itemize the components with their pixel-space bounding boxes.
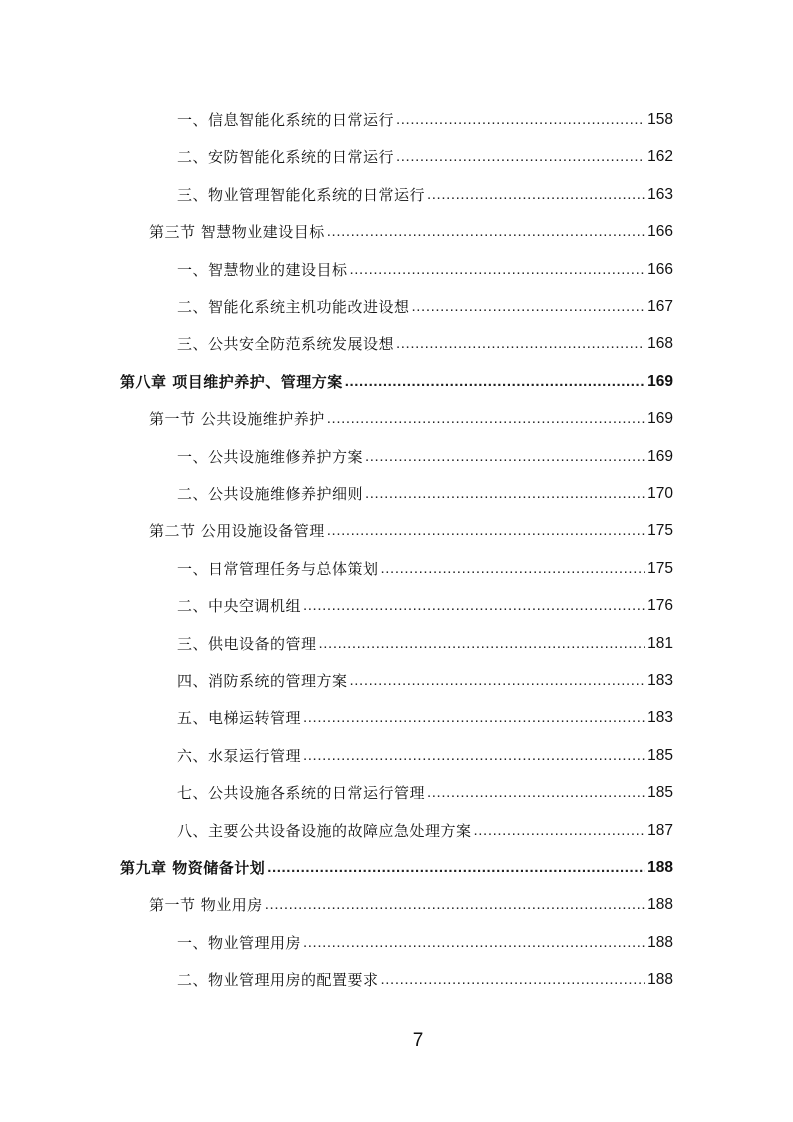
toc-entry-page: 175: [647, 559, 673, 577]
toc-entry-title: 一、物业管理用房: [177, 933, 302, 952]
toc-entry-title: 第二节 公用设施设备管理: [149, 522, 325, 541]
toc-entry-page: 162: [647, 148, 673, 166]
toc-subsection-entry[interactable]: [177, 145, 673, 169]
toc-subsection-entry[interactable]: [177, 968, 673, 992]
toc-leader-dots: [427, 781, 645, 805]
toc-leader-dots: [427, 183, 645, 207]
toc-entry-page: 188: [647, 971, 673, 989]
toc-leader-dots: [381, 968, 646, 992]
toc-subsection-entry[interactable]: [177, 706, 673, 730]
toc-subsection-entry[interactable]: [177, 669, 673, 693]
toc-entry-title: 一、智慧物业的建设目标: [177, 260, 348, 279]
toc-entry-page: 169: [647, 447, 673, 465]
toc-entry-page: 169: [647, 372, 673, 390]
toc-leader-dots: [412, 295, 646, 319]
toc-entry-title: 第九章 物资储备计划: [120, 859, 266, 877]
toc-chapter-entry[interactable]: [120, 370, 673, 394]
toc-entry-page: 175: [647, 522, 673, 540]
toc-entry-page: 183: [647, 709, 673, 727]
toc-entry-title: 第一节 物业用房: [149, 896, 263, 915]
toc-leader-dots: [474, 819, 646, 843]
toc-section-entry[interactable]: [149, 519, 673, 543]
toc-entry-title: 二、中央空调机组: [177, 597, 302, 616]
toc-entry-page: 166: [647, 260, 673, 278]
toc-entry-title: 二、智能化系统主机功能改进设想: [177, 298, 410, 316]
toc-subsection-entry[interactable]: [177, 744, 673, 768]
toc-subsection-entry[interactable]: [177, 183, 673, 207]
toc-entry-title: 一、日常管理任务与总体策划: [177, 559, 379, 578]
toc-leader-dots: [327, 220, 645, 244]
toc-entry-title: 第三节 智慧物业建设目标: [149, 223, 325, 242]
toc-leader-dots: [396, 108, 645, 132]
toc-subsection-entry[interactable]: [177, 594, 673, 618]
toc-leader-dots: [303, 594, 645, 618]
toc-entry-title: 第八章 项目维护养护、管理方案: [120, 372, 343, 391]
toc-leader-dots: [381, 557, 646, 581]
toc-leader-dots: [365, 482, 645, 506]
toc-entry-page: 187: [647, 821, 673, 839]
toc-subsection-entry[interactable]: [177, 258, 673, 282]
toc-section-entry[interactable]: [149, 407, 673, 431]
toc-subsection-entry[interactable]: [177, 819, 673, 843]
toc-leader-dots: [267, 856, 645, 880]
toc-entry-title: 三、公共安全防范系统发展设想: [177, 335, 395, 354]
toc-entry-page: 181: [647, 634, 673, 652]
toc-subsection-entry[interactable]: [177, 445, 673, 469]
toc-leader-dots: [319, 632, 646, 656]
toc-entry-page: 188: [647, 933, 673, 951]
toc-entry-page: 166: [647, 223, 673, 241]
toc-leader-dots: [365, 445, 645, 469]
toc-entry-title: 三、供电设备的管理: [177, 634, 317, 653]
toc-leader-dots: [265, 893, 645, 917]
toc-entry-page: 176: [647, 597, 673, 615]
toc-entry-page: 188: [647, 896, 673, 914]
toc-leader-dots: [350, 258, 646, 282]
toc-leader-dots: [396, 332, 645, 356]
toc-entry-page: 158: [647, 111, 673, 128]
toc-entry-title: 七、公共设施各系统的日常运行管理: [177, 784, 426, 803]
toc-entry-page: 167: [647, 298, 673, 315]
toc-leader-dots: [396, 145, 645, 169]
toc-leader-dots: [345, 370, 645, 394]
toc-entry-page: 170: [647, 485, 673, 502]
toc-chapter-entry[interactable]: [120, 856, 673, 880]
toc-leader-dots: [350, 669, 646, 693]
toc-entry-page: 168: [647, 335, 673, 353]
toc-subsection-entry[interactable]: [177, 931, 673, 955]
toc-subsection-entry[interactable]: [177, 557, 673, 581]
toc-leader-dots: [327, 519, 645, 543]
toc-entry-title: 六、水泵运行管理: [177, 746, 302, 765]
toc-section-entry[interactable]: [149, 220, 673, 244]
toc-entry-title: 五、电梯运转管理: [177, 709, 302, 728]
toc-entry-title: 一、信息智能化系统的日常运行: [177, 111, 395, 129]
toc-leader-dots: [303, 744, 645, 768]
toc-entry-title: 三、物业管理智能化系统的日常运行: [177, 185, 426, 204]
toc-section-entry[interactable]: [149, 893, 673, 917]
toc-entry-page: 188: [647, 859, 673, 876]
toc-entry-page: 185: [647, 746, 673, 764]
toc-entry-title: 二、物业管理用房的配置要求: [177, 971, 379, 990]
toc-subsection-entry[interactable]: [177, 332, 673, 356]
toc-subsection-entry[interactable]: [177, 295, 673, 319]
toc-entry-page: 183: [647, 672, 673, 689]
toc-leader-dots: [327, 407, 645, 431]
page-number: 7: [412, 1030, 424, 1051]
toc-entry-title: 二、公共设施维修养护细则: [177, 485, 364, 503]
toc-entry-title: 一、公共设施维修养护方案: [177, 447, 364, 466]
toc-subsection-entry[interactable]: [177, 781, 673, 805]
toc-entry-page: 185: [647, 784, 673, 802]
toc-entry-title: 四、消防系统的管理方案: [177, 672, 348, 690]
toc-subsection-entry[interactable]: [177, 108, 673, 132]
toc-subsection-entry[interactable]: [177, 632, 673, 656]
toc-leader-dots: [303, 931, 645, 955]
toc-leader-dots: [303, 706, 645, 730]
toc-entry-page: 169: [647, 410, 673, 428]
toc-entry-title: 第一节 公共设施维护养护: [149, 410, 325, 429]
toc-entry-title: 八、主要公共设备设施的故障应急处理方案: [177, 821, 472, 840]
toc-entry-title: 二、安防智能化系统的日常运行: [177, 148, 395, 167]
toc-subsection-entry[interactable]: [177, 482, 673, 506]
toc-entry-page: 163: [647, 185, 673, 203]
